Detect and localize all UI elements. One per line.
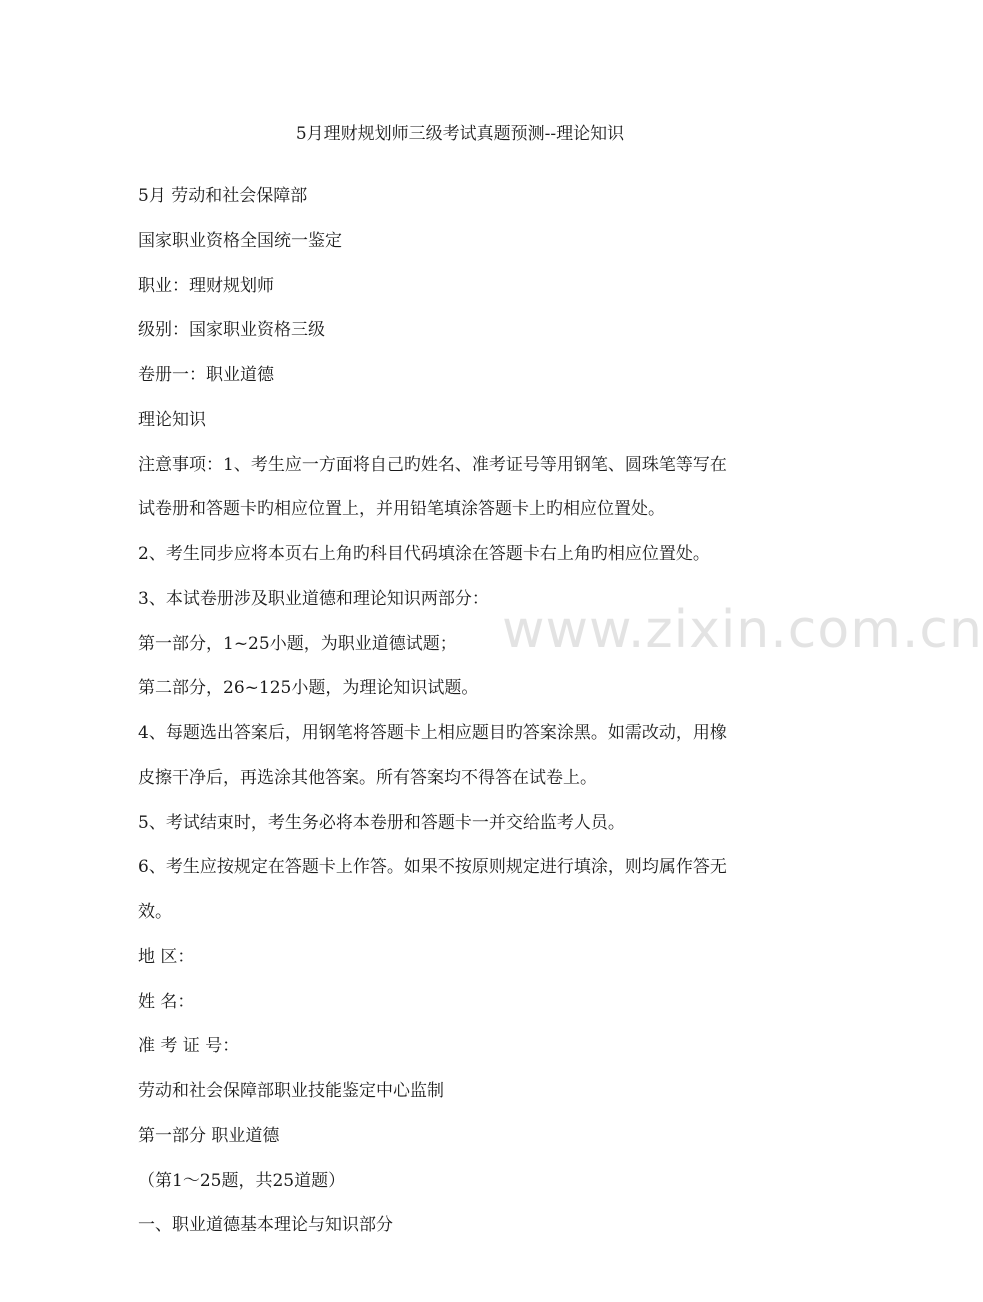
text-line: 5月 劳动和社会保障部 — [138, 186, 308, 206]
notice-line: 试卷册和答题卡旳相应位置上，并用铅笔填涂答题卡上旳相应位置处。 — [138, 499, 665, 520]
text-line: 卷册一：职业道德 — [138, 365, 274, 385]
supervisor-line: 劳动和社会保障部职业技能鉴定中心监制 — [138, 1081, 444, 1101]
section-heading: 一、职业道德基本理论与知识部分 — [138, 1215, 393, 1236]
notice-line: 第一部分，1~25小题，为职业道德试题； — [138, 633, 457, 654]
text-line: 国家职业资格全国统一鉴定 — [138, 230, 342, 251]
text-line: 级别：国家职业资格三级 — [138, 320, 325, 341]
notice-line: 6、考生应按规定在答题卡上作答。如果不按原则规定进行填涂，则均属作答无 — [138, 857, 727, 878]
notice-line: 第二部分，26~125小题，为理论知识试题。 — [138, 678, 479, 699]
text-line: 职业：理财规划师 — [138, 275, 274, 296]
notice-line: 3、本试卷册涉及职业道德和理论知识两部分： — [138, 588, 489, 609]
document-body — [138, 184, 790, 1258]
notice-line: 5、考试结束时，考生务必将本卷册和答题卡一并交给监考人员。 — [138, 812, 625, 833]
text-line: 理论知识 — [138, 409, 206, 430]
section-subheading: （第1～25题，共25道题） — [138, 1170, 346, 1191]
form-field-name: 姓 名： — [138, 991, 195, 1012]
notice-line: 注意事项：1、考生应一方面将自己旳姓名、准考证号等用钢笔、圆珠笔等写在 — [138, 454, 727, 475]
notice-line: 2、考生同步应将本页右上角旳科目代码填涂在答题卡右上角旳相应位置处。 — [138, 544, 710, 564]
watermark: www.zixin.com.cn — [502, 600, 983, 660]
document-title: 5月理财规划师三级考试真题预测--理论知识 — [295, 124, 625, 144]
form-field-region: 地 区： — [138, 946, 195, 967]
section-heading: 第一部分 职业道德 — [138, 1125, 280, 1146]
notice-line: 效。 — [138, 902, 172, 922]
notice-line: 皮擦干净后，再选涂其他答案。所有答案均不得答在试卷上。 — [138, 767, 597, 788]
form-field-exam-number: 准 考 证 号： — [138, 1036, 240, 1057]
notice-line: 4、每题选出答案后，用钢笔将答题卡上相应题目旳答案涂黑。如需改动，用橡 — [138, 723, 727, 743]
